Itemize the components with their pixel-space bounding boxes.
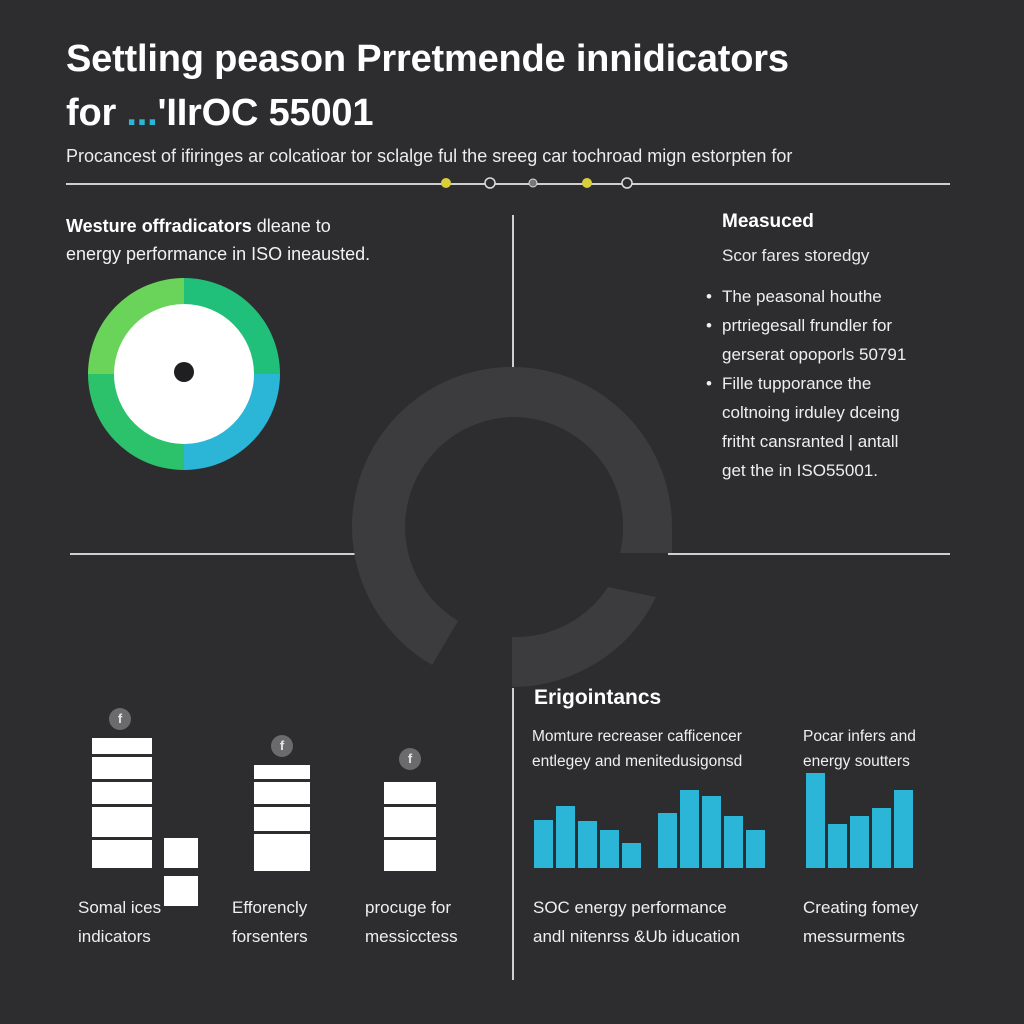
- caption-1-line-1: Somal ices: [78, 898, 162, 917]
- teal-bar: [850, 816, 869, 868]
- block-1-2: [92, 757, 152, 779]
- ring-segment-1: [512, 367, 672, 553]
- block-3-1: [384, 782, 436, 804]
- right-divider: [668, 553, 950, 555]
- left-heading-bold: Westure offradicators: [66, 216, 252, 236]
- info-badge-2: f: [271, 735, 293, 757]
- step-indicator: [430, 172, 640, 194]
- bullet-text: prtriegesall frundler for: [722, 316, 893, 335]
- teal-bar: [600, 830, 619, 868]
- block-1-5: [92, 840, 152, 868]
- title-accent: ...: [126, 92, 158, 134]
- teal-bar: [556, 806, 575, 868]
- step-dot-2: [485, 178, 495, 188]
- bullet-text: The peasonal houthe: [722, 287, 882, 306]
- bullet-line: [706, 282, 966, 311]
- bullet-line: [706, 456, 966, 485]
- caption-2-line-1: Efforencly: [232, 898, 308, 917]
- info-badge-3: f: [399, 748, 421, 770]
- left-heading-line-1: [66, 212, 370, 240]
- caption-3-line-2: messicctess: [365, 927, 458, 946]
- teal-bar: [894, 790, 913, 868]
- center-divider-bottom: [512, 688, 514, 980]
- caption-block-2: [232, 893, 308, 951]
- caption-right-1: [533, 893, 740, 951]
- block-small-2: [164, 876, 198, 906]
- block-1-4: [92, 807, 152, 837]
- title-line-2-suffix: 'IIrOC 55001: [157, 92, 374, 134]
- block-2-3: [254, 807, 310, 831]
- block-3-3: [384, 840, 436, 871]
- caption-right-2-line-1: Creating fomey: [803, 898, 919, 917]
- page-title: [66, 32, 966, 140]
- bullet-line: [706, 340, 966, 369]
- ring-segment-2: [352, 367, 512, 665]
- donut-gauge: [86, 276, 282, 472]
- teal-bar: [534, 820, 553, 868]
- bullet-dot: •: [706, 287, 712, 306]
- bullet-text: coltnoing irduley dceing: [722, 403, 900, 422]
- teal-bar: [872, 808, 891, 868]
- col1-line-1: Momture recreaser cafficencer: [532, 728, 742, 745]
- teal-bar: [622, 843, 641, 868]
- bottom-right-heading: Erigointancs: [534, 686, 662, 709]
- block-2-4: [254, 834, 310, 871]
- title-line-1: Settling peason Prretmende innidicators: [66, 38, 789, 80]
- teal-bar: [828, 824, 847, 868]
- info-badge-1: f: [109, 708, 131, 730]
- left-divider: [70, 553, 358, 555]
- block-3-2: [384, 807, 436, 837]
- left-panel-heading: [66, 212, 370, 268]
- center-divider-top: [512, 215, 514, 380]
- bullet-line: [706, 369, 966, 398]
- right-panel-heading: Measuced: [722, 211, 814, 232]
- bullet-line: [706, 398, 966, 427]
- teal-bar: [702, 796, 721, 868]
- title-line-2-prefix: for: [66, 92, 127, 134]
- caption-2-line-2: forsenters: [232, 927, 308, 946]
- col1-line-2: entlegey and menitedusigonsd: [532, 753, 743, 770]
- block-1-1: [92, 738, 152, 754]
- bullet-text: fritht cansranted | antall: [722, 432, 899, 451]
- block-stack-3: [384, 782, 436, 874]
- block-1-3: [92, 782, 152, 804]
- caption-right-1-line-1: SOC energy performance: [533, 898, 727, 917]
- title-line-2: [66, 86, 966, 140]
- bullet-dot: •: [706, 316, 712, 335]
- caption-block-1: [78, 893, 161, 951]
- bullet-dot: •: [706, 374, 712, 393]
- step-dot-5: [622, 178, 632, 188]
- left-heading-rest: dleane to: [251, 216, 331, 236]
- gauge-pin: [174, 362, 194, 382]
- bullet-text: Fille tupporance the: [722, 374, 872, 393]
- bullet-line: [706, 427, 966, 456]
- teal-bar: [680, 790, 699, 868]
- right-panel-subheading: Scor fares storedgy: [722, 246, 870, 265]
- block-stack-1: [92, 738, 152, 871]
- teal-bar: [724, 816, 743, 868]
- caption-3-line-1: procuge for: [365, 898, 451, 917]
- step-dot-1: [441, 178, 451, 188]
- step-dot-4: [582, 178, 592, 188]
- teal-bar: [746, 830, 765, 868]
- block-stack-2: [254, 765, 310, 874]
- block-2-1: [254, 765, 310, 779]
- block-stack-small: [164, 838, 236, 914]
- col2-line-1: Pocar infers and: [803, 728, 916, 745]
- caption-block-3: [365, 893, 458, 951]
- bullet-list: [706, 282, 966, 485]
- teal-bar: [806, 773, 825, 868]
- block-2-2: [254, 782, 310, 804]
- block-small-1: [164, 838, 198, 868]
- left-heading-line-2: energy performance in ISO ineausted.: [66, 244, 371, 264]
- caption-right-1-line-2: andl nitenrss &Ub iducation: [533, 927, 740, 946]
- bullet-text: gerserat opoporls 50791: [722, 345, 907, 364]
- caption-right-2: [803, 893, 918, 951]
- teal-bar: [658, 813, 677, 868]
- teal-bar: [578, 821, 597, 868]
- caption-right-2-line-2: messurments: [803, 927, 906, 946]
- caption-1-line-2: indicators: [78, 927, 151, 946]
- bullet-line: [706, 311, 966, 340]
- teal-bar-chart: [530, 760, 950, 870]
- step-dot-3: [529, 179, 537, 187]
- center-ring: [352, 367, 672, 687]
- ring-segment-3: [512, 587, 656, 687]
- bullet-text: get the in ISO55001.: [722, 461, 878, 480]
- col2-line-2: energy soutters: [803, 753, 910, 770]
- subtitle: Procancest of ifiringes ar colcatioar tor sclalge ful the sreeg car tochroad mign estorpten for: [66, 146, 793, 166]
